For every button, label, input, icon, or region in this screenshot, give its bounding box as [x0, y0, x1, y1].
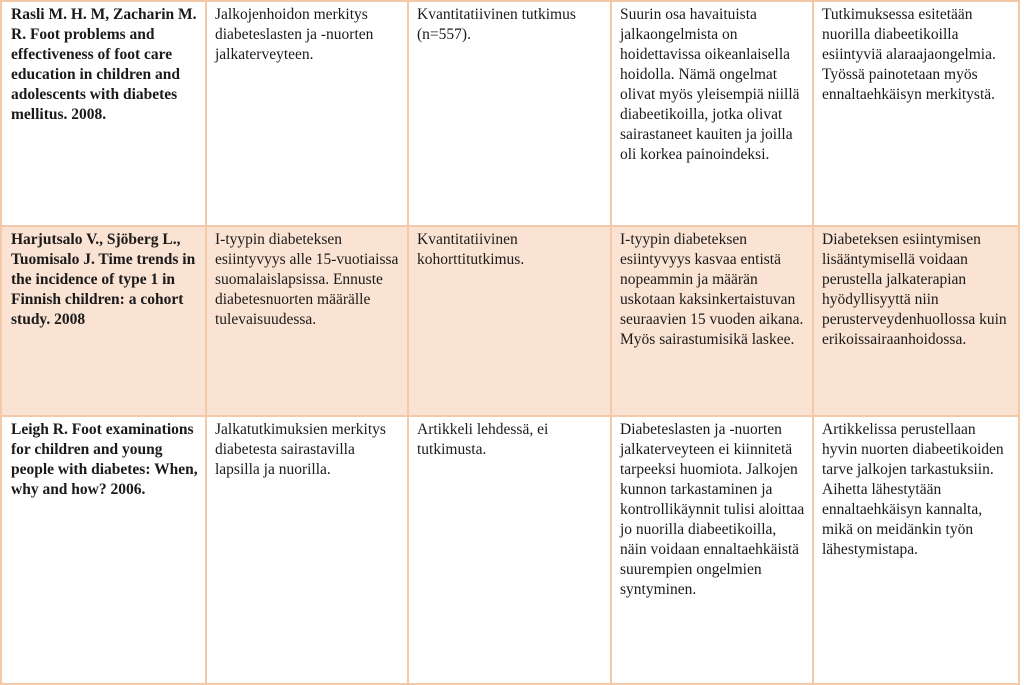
method-cell: Artikkeli lehdessä, ei tutkimusta.	[408, 416, 611, 684]
table-row	[1, 1, 1019, 226]
significance-cell: Jalkojenhoidon merkitys diabeteslasten ja -nuorten jalkaterveyteen.	[206, 1, 408, 226]
reference-cell: Rasli M. H. M, Zacharin M. R. Foot problems and effectiveness of foot care education in children and adolescents with diabetes mellitus. 2008.	[1, 1, 206, 226]
reference-cell: Harjutsalo V., Sjöberg L., Tuomisalo J. Time trends in the incidence of type 1 in Finnish children: a cohort study. 2008	[1, 226, 206, 416]
reference-cell: Leigh R. Foot examinations for children and young people with diabetes: When, why and how? 2006.	[1, 416, 206, 684]
results-cell: I-tyypin diabeteksen esiintyvyys kasvaa entistä nopeammin ja määrän uskotaan kaksinkertaistuvan seuraavien 15 vuoden aikana. Myös sairastumisikä laskee.	[611, 226, 813, 416]
conclusion-cell: Diabeteksen esiintymisen lisääntymisellä voidaan perustella jalkaterapian hyödyllisyyttä niin perusterveydenhuollossa kuin erikoissairaanhoidossa.	[813, 226, 1019, 416]
method-cell: Kvantitatiivinen tutkimus (n=557).	[408, 1, 611, 226]
results-cell: Suurin osa havaituista jalkaongelmista on hoidettavissa oikeanlaisella hoidolla. Nämä ongelmat olivat myös yleisempiä niillä diabeetikoilla, jotka olivat sairastaneet kauiten ja joilla oli korkea painoindeksi.	[611, 1, 813, 226]
conclusion-cell: Artikkelissa perustellaan hyvin nuorten diabeetikoiden tarve jalkojen tarkastuksiin. Aihetta lähestytään ennaltaehkäisyn kannalta, mikä on meidänkin työn lähestymistapa.	[813, 416, 1019, 684]
table-row	[1, 416, 1019, 684]
significance-cell: I-tyypin diabeteksen esiintyvyys alle 15-vuotiaissa suomalaislapsissa. Ennuste diabetesnuorten määrälle tulevaisuudessa.	[206, 226, 408, 416]
significance-cell: Jalkatutkimuksien merkitys diabetesta sairastavilla lapsilla ja nuorilla.	[206, 416, 408, 684]
method-cell: Kvantitatiivinen kohorttitutkimus.	[408, 226, 611, 416]
conclusion-cell: Tutkimuksessa esitetään nuorilla diabeetikoilla esiintyviä alaraajaongelmia. Työssä painotetaan myös ennaltaehkäisyn merkitystä.	[813, 1, 1019, 226]
table-row	[1, 226, 1019, 416]
results-cell: Diabeteslasten ja -nuorten jalkaterveyteen ei kiinnitetä tarpeeksi huomiota. Jalkojen kunnon tarkastaminen ja kontrollikäynnit tulisi aloittaa jo nuorilla diabeetikoilla, näin voidaan ennaltaehkäistä suurempien ongelmien syntyminen.	[611, 416, 813, 684]
